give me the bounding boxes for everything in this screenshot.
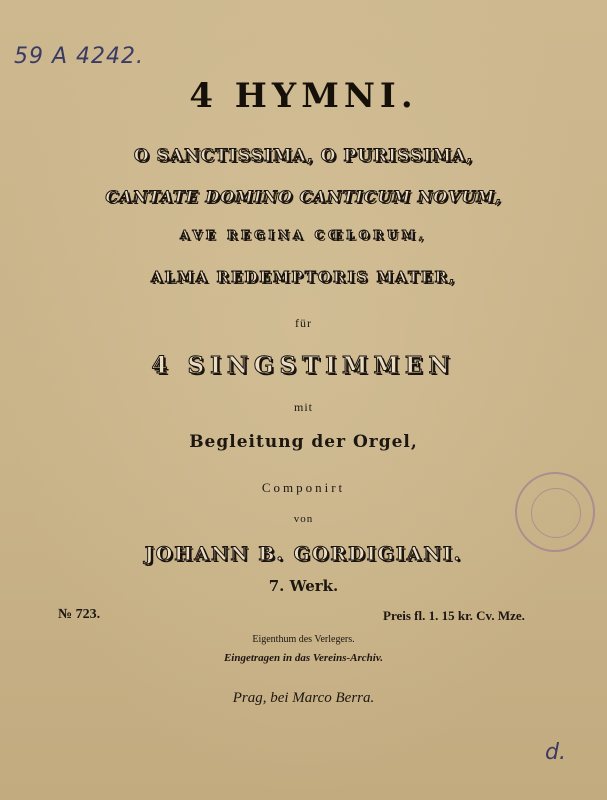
main-title: 4 HYMNI. (189, 76, 418, 116)
von-label: von (293, 513, 314, 525)
registration-notice: Eingetragen in das Vereins-Archiv. (223, 652, 384, 664)
price: Preis fl. 1. 15 kr. Cv. Mze. (383, 608, 525, 623)
title-line-4: ALMA REDEMPTORIS MATER, (150, 268, 457, 286)
title-line-2: CANTATE DOMINO CANTICUM NOVUM, (105, 187, 502, 206)
library-stamp-icon (515, 472, 595, 552)
publisher-imprint: Prag, bei Marco Berra. (232, 690, 375, 706)
ownership-notice: Eigenthum des Verlegers. (252, 634, 355, 645)
opus-number: 7. Werk. (268, 577, 339, 595)
composer-name: JOHANN B. GORDIGIANI. (144, 543, 463, 565)
shelfmark-handwritten: 59 A 4242. (14, 44, 145, 69)
fur-label: für (295, 316, 312, 330)
accompaniment-text: Begleitung der Orgel, (189, 432, 418, 452)
corner-mark-handwritten: d. (545, 740, 566, 765)
plate-number: № 723. (58, 607, 101, 622)
voices-heading: 4 SINGSTIMMEN (151, 352, 456, 379)
title-line-1: O SANCTISSIMA, O PURISSIMA, (133, 146, 474, 166)
mit-label: mit (293, 400, 313, 414)
componirt-label: Componirt (261, 480, 346, 495)
title-line-3: AVE REGINA CŒLORUM, (179, 228, 427, 242)
